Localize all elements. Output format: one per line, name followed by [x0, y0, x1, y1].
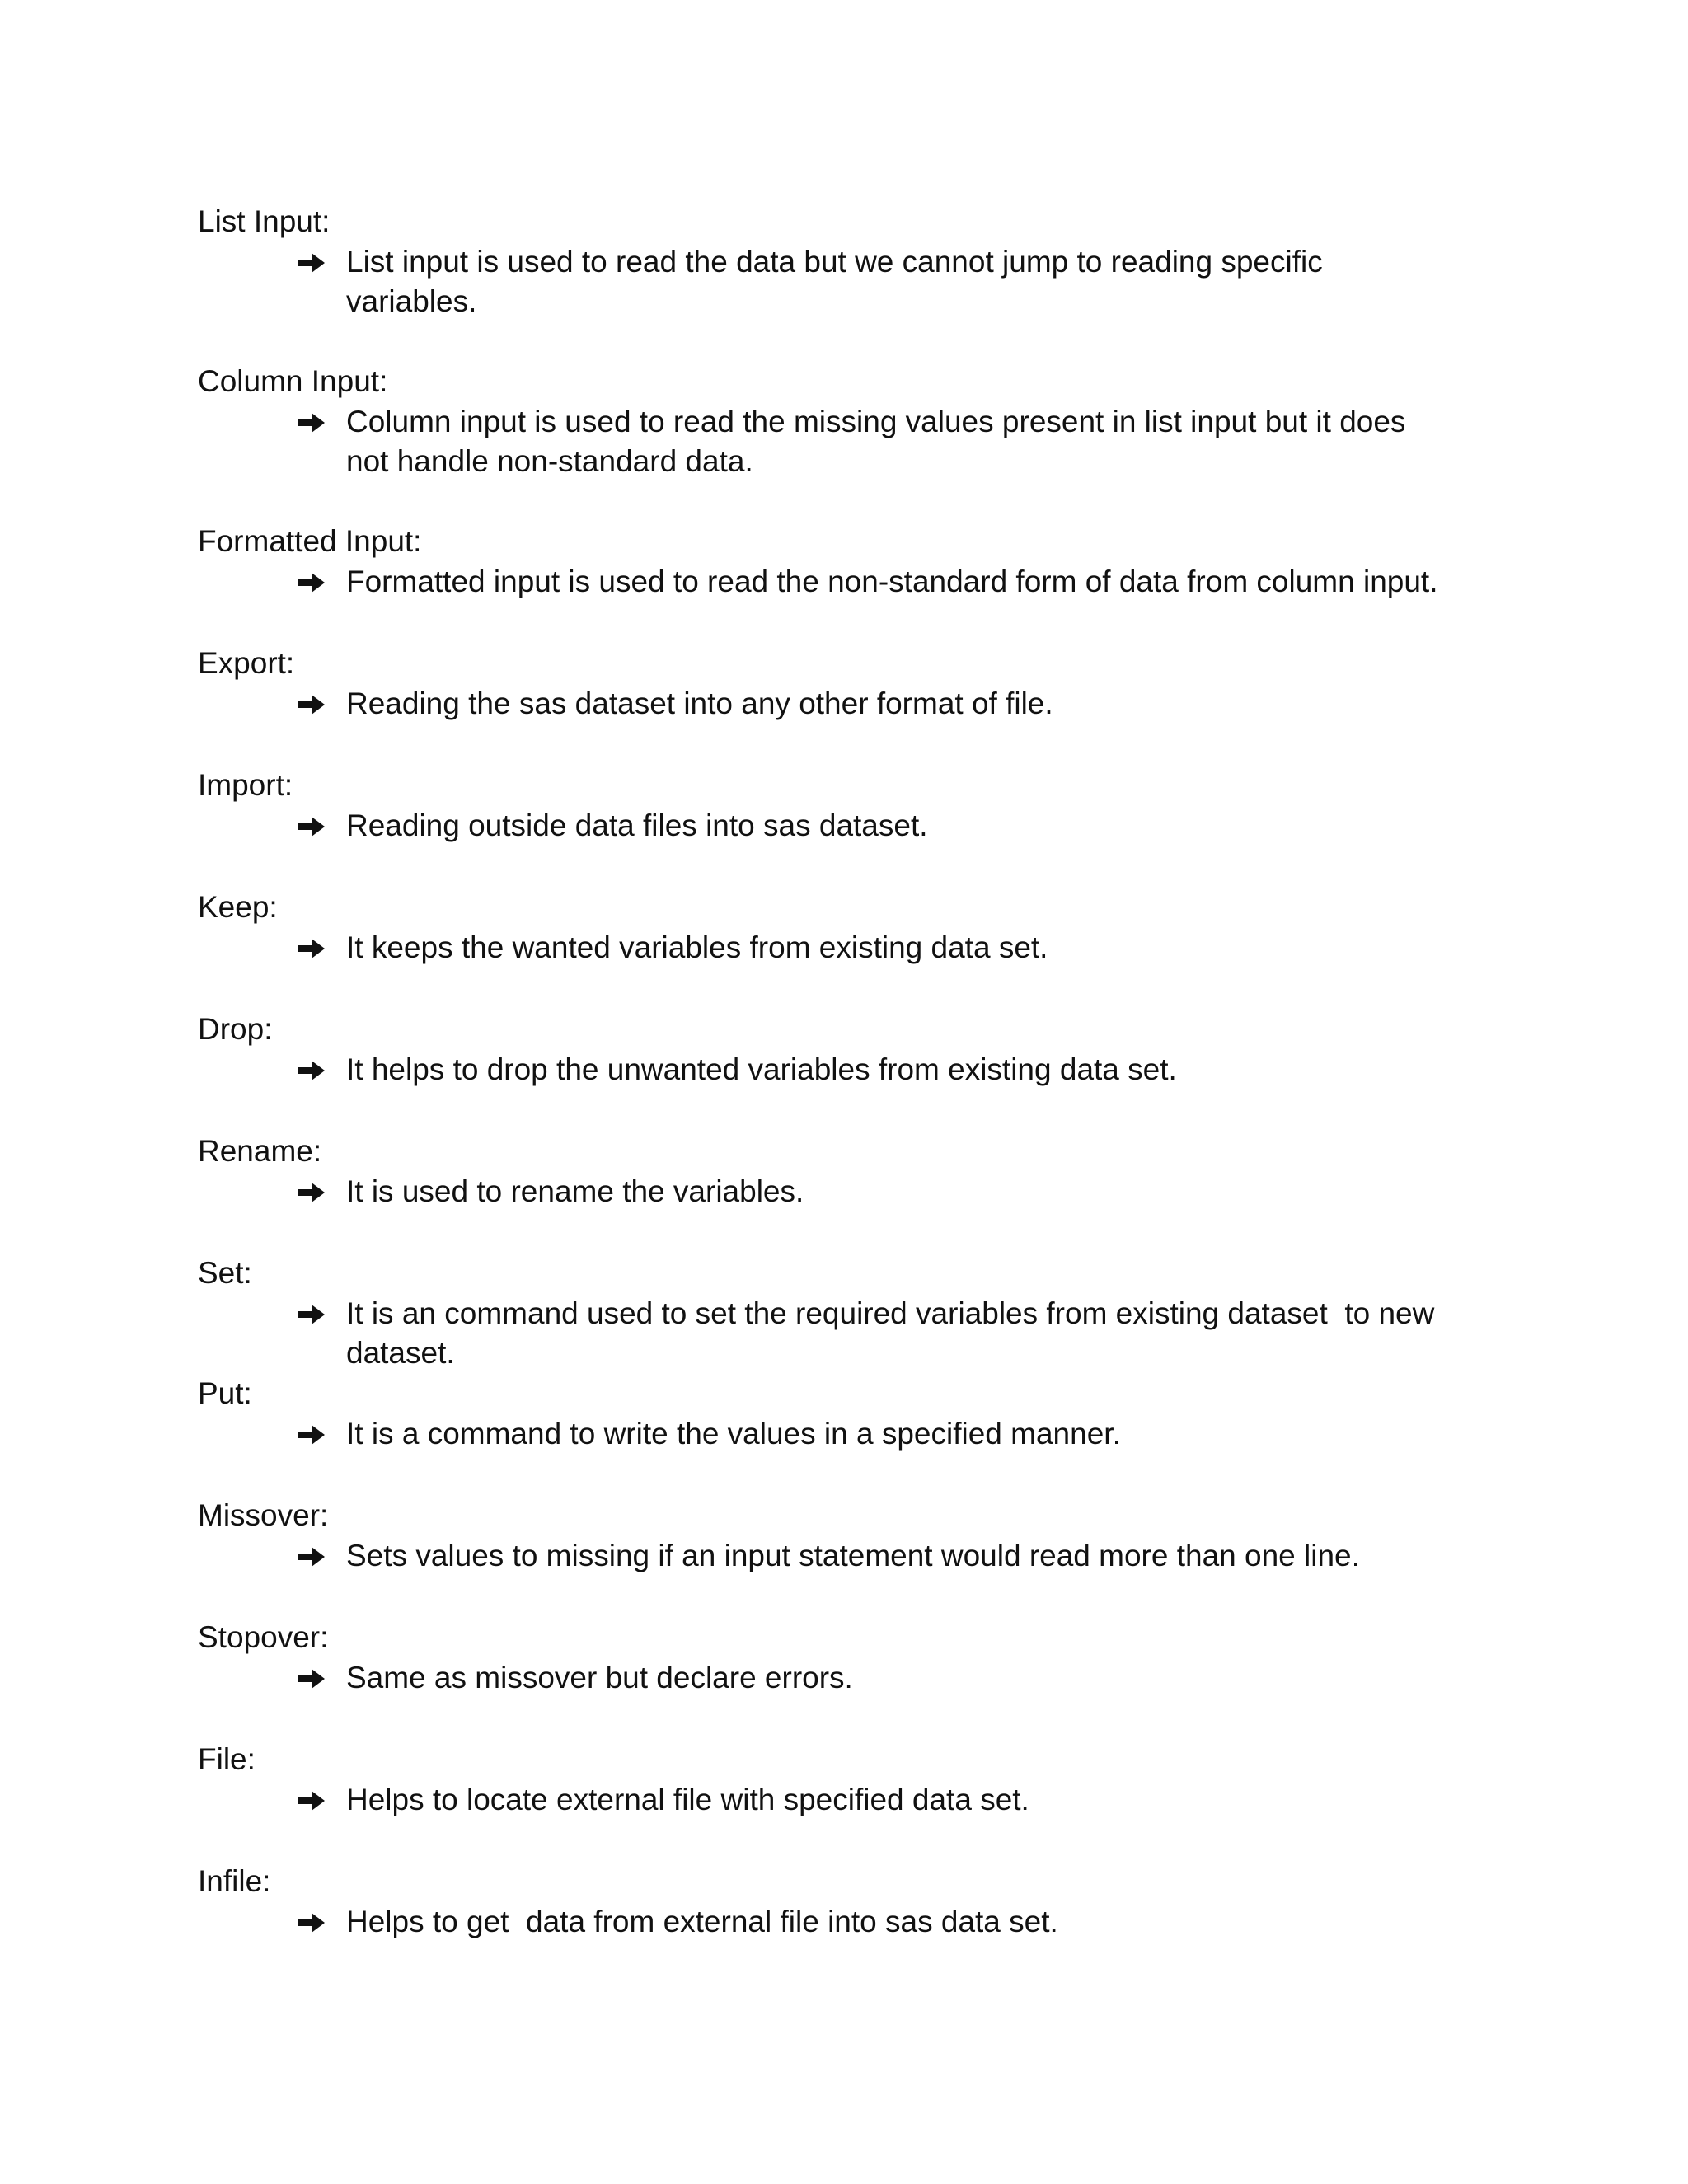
entry-rename [198, 1131, 1484, 1253]
bullet-text: It is an command used to set the required variables from existing dataset to new dataset. [346, 1296, 1443, 1370]
term-label: Infile: [198, 1864, 271, 1898]
term-label: Column Input: [198, 364, 388, 398]
document-page [198, 201, 1484, 1943]
bullet-text: Sets values to missing if an input statement would read more than one line. [346, 1539, 1360, 1572]
entry-file [198, 1739, 1484, 1861]
bullet-text: Column input is used to read the missing values present in list input but it does not handle non-standard data. [346, 405, 1414, 478]
term-label: Export: [198, 646, 295, 680]
term-label: File: [198, 1742, 256, 1776]
bullet-item [297, 1902, 1484, 1943]
bullet-item [297, 684, 1484, 725]
bullet-text: Formatted input is used to read the non-standard form of data from column input. [346, 565, 1438, 598]
bullet-text: Helps to locate external file with specified data set. [346, 1783, 1029, 1816]
bullet-item [297, 242, 1484, 321]
bullet-text: Same as missover but declare errors. [346, 1661, 853, 1694]
bullet-item [297, 402, 1484, 481]
right-arrow-icon [297, 402, 346, 443]
right-arrow-icon [297, 1658, 346, 1699]
right-arrow-icon [297, 1902, 346, 1943]
term-label: Set: [198, 1256, 252, 1290]
bullet-item [297, 1172, 1484, 1213]
right-arrow-icon [297, 1172, 346, 1213]
right-arrow-icon [297, 1414, 346, 1455]
entry-formatted-input [198, 521, 1484, 643]
right-arrow-icon [297, 1294, 346, 1335]
right-arrow-icon [297, 928, 346, 969]
bullet-item [297, 928, 1484, 969]
bullet-text: It keeps the wanted variables from existing data set. [346, 930, 1048, 964]
entry-infile [198, 1861, 1484, 1943]
term-label: List Input: [198, 204, 331, 238]
entry-list-input [198, 201, 1484, 361]
bullet-item [297, 806, 1484, 847]
term-label: Missover: [198, 1498, 329, 1532]
entry-import [198, 765, 1484, 887]
bullet-item [297, 1294, 1484, 1373]
term-label: Put: [198, 1376, 252, 1410]
entry-keep [198, 887, 1484, 1009]
right-arrow-icon [297, 1536, 346, 1577]
term-label: Import: [198, 768, 293, 802]
bullet-item [297, 562, 1484, 603]
right-arrow-icon [297, 242, 346, 284]
term-label: Keep: [198, 890, 278, 924]
bullet-item [297, 1780, 1484, 1821]
bullet-text: It is used to rename the variables. [346, 1174, 804, 1208]
entry-set [198, 1253, 1484, 1373]
bullet-item [297, 1536, 1484, 1577]
bullet-text: Helps to get data from external file into sas data set. [346, 1905, 1058, 1938]
term-label: Drop: [198, 1012, 273, 1046]
entry-stopover [198, 1617, 1484, 1739]
bullet-text: It is a command to write the values in a specified manner. [346, 1417, 1121, 1451]
bullet-text: Reading outside data files into sas dataset. [346, 808, 928, 842]
entry-put [198, 1373, 1484, 1495]
entry-missover [198, 1495, 1484, 1617]
entry-drop [198, 1009, 1484, 1131]
right-arrow-icon [297, 684, 346, 725]
bullet-item [297, 1658, 1484, 1699]
term-label: Formatted Input: [198, 524, 422, 558]
bullet-text: List input is used to read the data but we cannot jump to reading specific variables. [346, 245, 1332, 318]
bullet-item [297, 1050, 1484, 1091]
entry-export [198, 643, 1484, 765]
right-arrow-icon [297, 1780, 346, 1821]
term-label: Rename: [198, 1134, 322, 1168]
right-arrow-icon [297, 1050, 346, 1091]
right-arrow-icon [297, 562, 346, 603]
term-label: Stopover: [198, 1620, 329, 1654]
entry-column-input [198, 361, 1484, 521]
right-arrow-icon [297, 806, 346, 847]
bullet-text: Reading the sas dataset into any other format of file. [346, 687, 1053, 720]
bullet-item [297, 1414, 1484, 1455]
bullet-text: It helps to drop the unwanted variables from existing data set. [346, 1052, 1177, 1086]
